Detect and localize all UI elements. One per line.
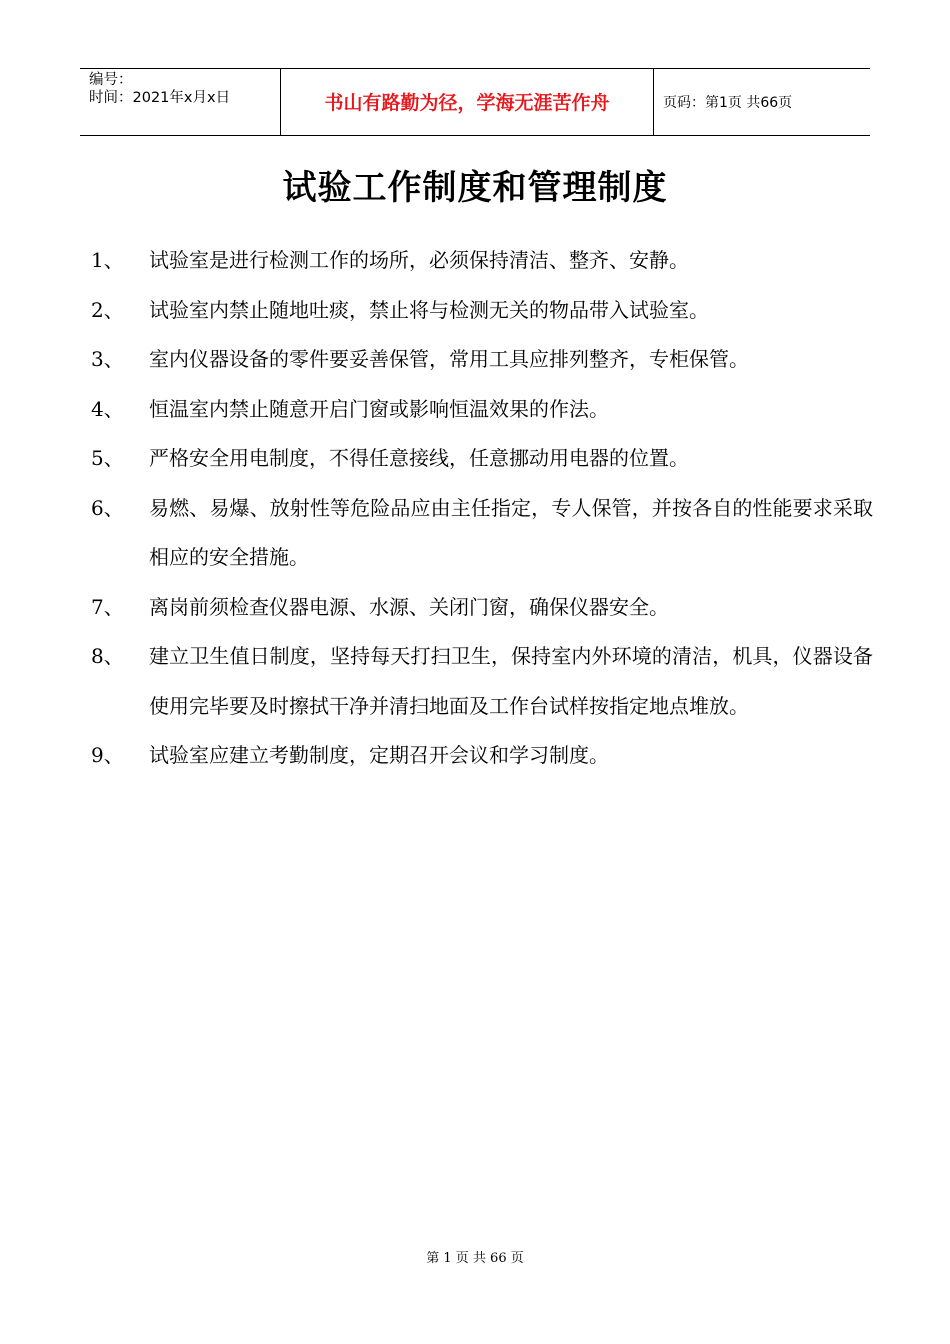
item-text: 建立卫生值日制度，坚持每天打扫卫生，保持室内外环境的清洁，机具，仪器设备使用完毕要及时擦拭干净并清扫地面及工作台试样按指定地点堆放。: [149, 644, 873, 718]
item-number: 7、: [91, 594, 124, 619]
item-number: 8、: [91, 644, 124, 668]
header-motto: 书山有路勤为径，学海无涯苦作舟: [281, 69, 654, 135]
page-header: [80, 68, 870, 136]
list-item: [0, 484, 950, 583]
page-footer: 第 1 页 共 66 页: [426, 1251, 524, 1266]
item-text: 离岗前须检查仪器电源、水源、关闭门窗，确保仪器安全。: [149, 594, 669, 619]
item-number: 1、: [91, 248, 124, 272]
list-item: [0, 632, 950, 731]
item-number: 4、: [91, 396, 124, 421]
rules-list: [0, 236, 950, 781]
time-label: 时间：2021年x月x日: [89, 90, 231, 106]
item-number: 6、: [91, 495, 124, 520]
item-text: 严格安全用电制度，不得任意接线，任意挪动用电器的位置。: [149, 446, 689, 470]
header-page-code: 页码：第1页 共66页: [663, 95, 793, 111]
list-item: [0, 385, 950, 435]
list-item: [0, 583, 950, 633]
list-item: [0, 286, 950, 336]
item-text: 恒温室内禁止随意开启门窗或影响恒温效果的作法。: [149, 396, 609, 421]
item-text: 试验室应建立考勤制度，定期召开会议和学习制度。: [149, 743, 609, 767]
document-title: 试验工作制度和管理制度: [282, 168, 668, 208]
list-item: [0, 236, 950, 286]
item-text: 试验室是进行检测工作的场所，必须保持清洁、整齐、安静。: [149, 248, 689, 272]
list-item: [0, 335, 950, 385]
item-text: 室内仪器设备的零件要妥善保管，常用工具应排列整齐，专柜保管。: [149, 347, 749, 371]
item-text: 易燃、易爆、放射性等危险品应由主任指定，专人保管，并按各自的性能要求采取相应的安全措施。: [149, 495, 873, 569]
item-number: 2、: [91, 297, 124, 322]
list-item: [0, 731, 950, 781]
item-number: 3、: [91, 347, 124, 371]
list-item: [0, 434, 950, 484]
header-meta: [80, 69, 281, 135]
item-text: 试验室内禁止随地吐痰，禁止将与检测无关的物品带入试验室。: [149, 297, 709, 322]
item-number: 5、: [91, 446, 124, 470]
serial-label: 编号：: [89, 72, 133, 88]
item-number: 9、: [91, 743, 124, 767]
